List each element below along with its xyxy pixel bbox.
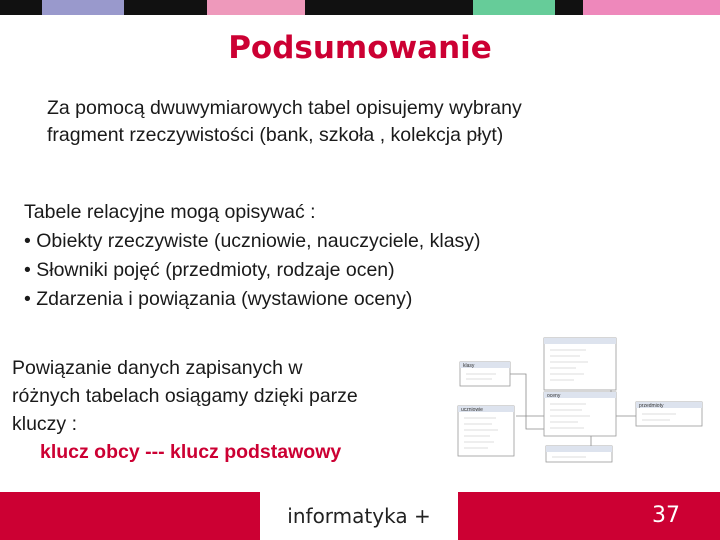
diagram-table-label: klasy xyxy=(463,363,475,369)
diagram-table-label: przedmioty xyxy=(639,403,664,409)
list-heading: Tabele relacyjne mogą opisywać : xyxy=(24,201,316,223)
diagram-table-label: uczniowie xyxy=(461,407,483,413)
intro-paragraph xyxy=(47,95,522,149)
intro-line: Za pomocą dwuwymiarowych tabel opisujemy wybrany xyxy=(47,97,522,119)
keys-line: kluczy : xyxy=(12,413,78,435)
diagram-table-klasy xyxy=(460,362,510,386)
stripe-segment xyxy=(473,0,555,15)
stripe-segment xyxy=(42,0,124,15)
stripe-segment xyxy=(207,0,305,15)
footer-bar xyxy=(0,492,720,540)
keys-paragraph xyxy=(12,354,358,466)
keys-line: różnych tabelach osiągamy dzięki parze xyxy=(12,385,358,407)
intro-line: fragment rzeczywistości (bank, szkoła , kolekcja płyt) xyxy=(47,124,504,146)
stripe-segment xyxy=(0,0,42,15)
stripe-segment xyxy=(583,0,720,15)
diagram-table-label: oceny xyxy=(547,393,561,399)
list-item: • Obiekty rzeczywiste (uczniowie, nauczyciele, klasy) xyxy=(24,230,481,252)
page-number: 37 xyxy=(652,503,680,528)
stripe-segment xyxy=(305,0,473,15)
database-diagram-image xyxy=(446,334,712,464)
diagram-table xyxy=(546,446,612,462)
list-item: • Słowniki pojęć (przedmioty, rodzaje ocen) xyxy=(24,259,395,281)
keys-highlight: klucz obcy --- klucz podstawowy xyxy=(40,441,342,463)
relational-tables-list xyxy=(24,198,481,314)
slide-title: Podsumowanie xyxy=(228,30,492,66)
diagram-table-uczniowie xyxy=(458,406,514,456)
top-color-stripe xyxy=(0,0,720,15)
stripe-segment xyxy=(124,0,207,15)
diagram-table-oceny xyxy=(544,392,616,436)
list-item: • Zdarzenia i powiązania (wystawione oceny) xyxy=(24,288,413,310)
diagram-table-przedmioty xyxy=(636,402,702,426)
footer-label: informatyka + xyxy=(287,504,431,528)
stripe-segment xyxy=(555,0,583,15)
diagram-table xyxy=(544,338,616,390)
keys-line: Powiązanie danych zapisanych w xyxy=(12,357,303,379)
